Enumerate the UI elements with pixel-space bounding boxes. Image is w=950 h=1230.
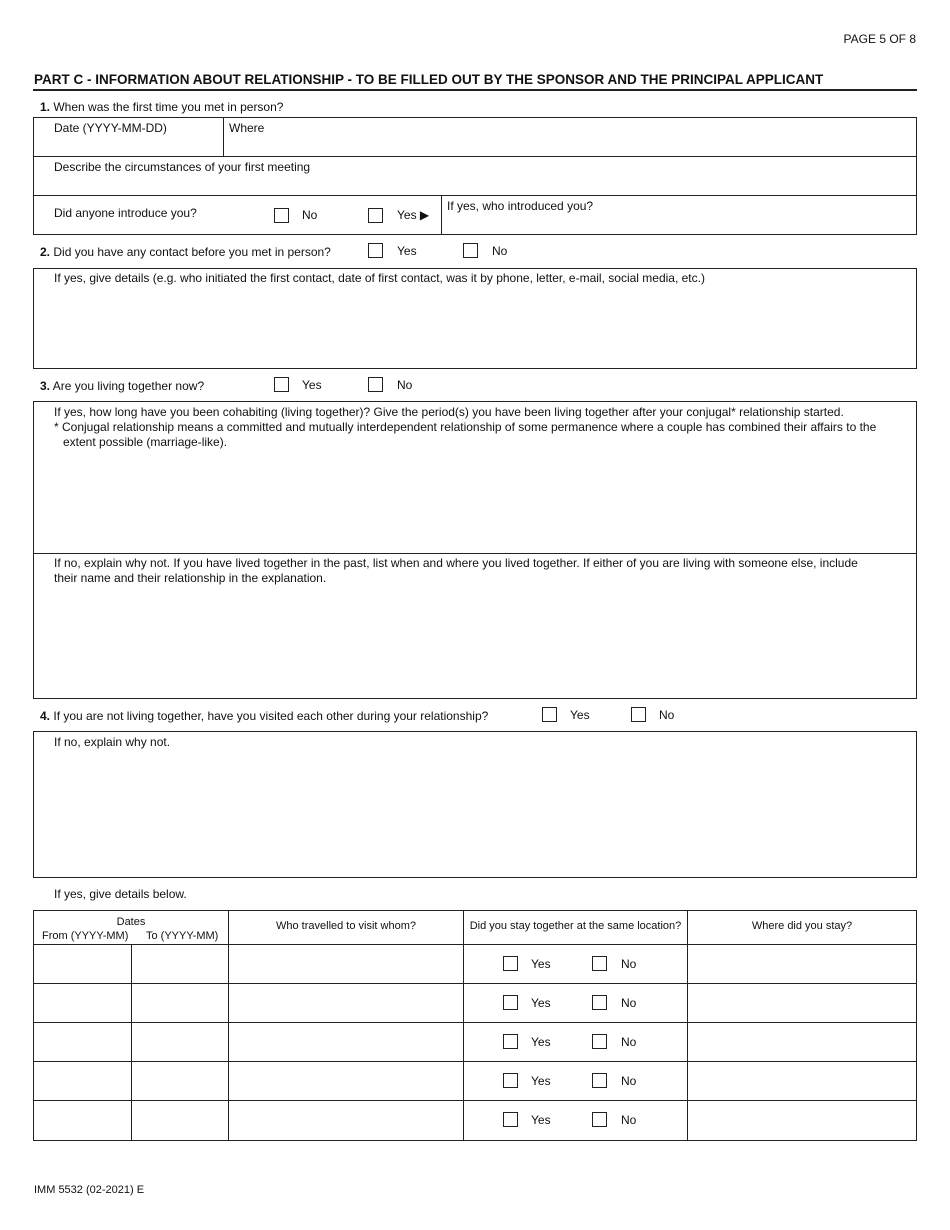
introduce-label: Did anyone introduce you? [54,206,197,220]
first-meeting-date-field[interactable] [34,118,222,155]
q3-yes-label: Yes [302,378,322,392]
q4-question: 4. If you are not living together, have you visited each other during your relationship? [40,709,489,723]
visit-stay-no-checkbox[interactable] [592,1034,607,1049]
visit-stay-no-label: No [621,1113,637,1127]
title-rule [33,89,917,91]
circumstances-label: Describe the circumstances of your first meeting [54,160,311,174]
q4-yes-label: Yes [570,708,590,722]
visit-to-field[interactable] [132,1062,228,1100]
visit-stay-no-label: No [621,957,637,971]
visit-stay-yes-label: Yes [531,1035,551,1049]
form-code: IMM 5532 (02-2021) E [34,1184,145,1196]
visit-from-field[interactable] [34,1101,131,1140]
dates-header: Dates [116,916,146,928]
q3-no-checkbox[interactable] [368,377,383,392]
visit-from-field[interactable] [34,984,131,1022]
visit-stay-no-checkbox[interactable] [592,1112,607,1127]
q4-no-explain-label: If no, explain why not. [54,735,171,749]
part-title: PART C - INFORMATION ABOUT RELATIONSHIP - TO BE FILLED OUT BY THE SPONSOR AND THE PRINCIPAL APPLICANT [34,72,824,87]
visit-who-field[interactable] [229,945,463,983]
visit-from-field[interactable] [34,1062,131,1100]
visit-stay-yes-checkbox[interactable] [503,956,518,971]
visit-stay-no-checkbox[interactable] [592,995,607,1010]
q4-no-explain-box[interactable] [33,731,917,878]
visit-where-field[interactable] [688,1101,916,1140]
visit-who-field[interactable] [229,1062,463,1100]
visit-where-field[interactable] [688,1023,916,1061]
visit-to-field[interactable] [132,1023,228,1061]
visit-to-field[interactable] [132,984,228,1022]
visit-stay-no-checkbox[interactable] [592,956,607,971]
where-stay-header: Where did you stay? [751,920,853,932]
visit-stay-yes-label: Yes [531,1074,551,1088]
visit-to-field[interactable] [132,1101,228,1140]
q2-yes-checkbox[interactable] [368,243,383,258]
visit-stay-no-checkbox[interactable] [592,1073,607,1088]
q2-no-checkbox[interactable] [463,243,478,258]
q2-yes-label: Yes [397,244,417,258]
introduce-no-label: No [302,208,318,222]
q3-yes-details-label: If yes, how long have you been cohabiting (living together)? Give the period(s) you have been living together after your conjugal* relationship started. [54,405,844,419]
q3-yes-checkbox[interactable] [274,377,289,392]
where-label: Where [229,121,265,135]
page-number: PAGE 5 OF 8 [843,32,916,46]
visit-stay-no-label: No [621,1035,637,1049]
q2-no-label: No [492,244,508,258]
first-meeting-date-where-field[interactable] [224,118,916,155]
q2-question: 2. Did you have any contact before you met in person? [40,245,331,259]
q4-yes-details-label: If yes, give details below. [54,887,187,901]
q3-no-label: No [397,378,413,392]
visit-from-field[interactable] [34,945,131,983]
visit-stay-yes-checkbox[interactable] [503,1034,518,1049]
q3-question: 3. Are you living together now? [40,379,205,393]
visit-stay-no-label: No [621,996,637,1010]
visit-to-field[interactable] [132,945,228,983]
conjugal-footnote-line1: * Conjugal relationship means a committed and mutually interdependent relationship of some permanence where a couple has combined their affairs to the [54,420,877,434]
visit-stay-yes-label: Yes [531,1113,551,1127]
visit-who-field[interactable] [229,984,463,1022]
visit-from-field[interactable] [34,1023,131,1061]
q3-no-details-line2: their name and their relationship in the explanation. [54,571,327,585]
who-travelled-header: Who travelled to visit whom? [276,920,416,932]
visit-who-field[interactable] [229,1023,463,1061]
from-header: From (YYYY-MM) [42,930,129,942]
conjugal-footnote-line2: extent possible (marriage-like). [63,435,228,449]
to-header: To (YYYY-MM) [146,930,219,942]
visit-where-field[interactable] [688,984,916,1022]
introduce-no-checkbox[interactable] [274,208,289,223]
stay-together-header: Did you stay together at the same location? [469,920,682,932]
visit-stay-yes-label: Yes [531,996,551,1010]
q3-no-details-line1: If no, explain why not. If you have lived together in the past, list when and where you lived together. If either of you are living with someone else, include [54,556,858,570]
introduce-yes-checkbox[interactable] [368,208,383,223]
visit-stay-yes-label: Yes [531,957,551,971]
date-label: Date (YYYY-MM-DD) [54,121,167,135]
who-introduced-label: If yes, who introduced you? [447,199,594,213]
q2-details-label: If yes, give details (e.g. who initiated the first contact, date of first contact, was it by phone, letter, e-mail, social media, etc.) [54,271,705,285]
q4-yes-checkbox[interactable] [542,707,557,722]
visit-where-field[interactable] [688,1062,916,1100]
visit-who-field[interactable] [229,1101,463,1140]
q4-no-label: No [659,708,675,722]
visit-stay-yes-checkbox[interactable] [503,995,518,1010]
visit-stay-no-label: No [621,1074,637,1088]
introduce-yes-label: Yes ▶ [397,208,430,222]
q4-no-checkbox[interactable] [631,707,646,722]
visit-stay-yes-checkbox[interactable] [503,1073,518,1088]
visit-stay-yes-checkbox[interactable] [503,1112,518,1127]
visit-where-field[interactable] [688,945,916,983]
q1-question: 1. When was the first time you met in person? [40,100,284,114]
